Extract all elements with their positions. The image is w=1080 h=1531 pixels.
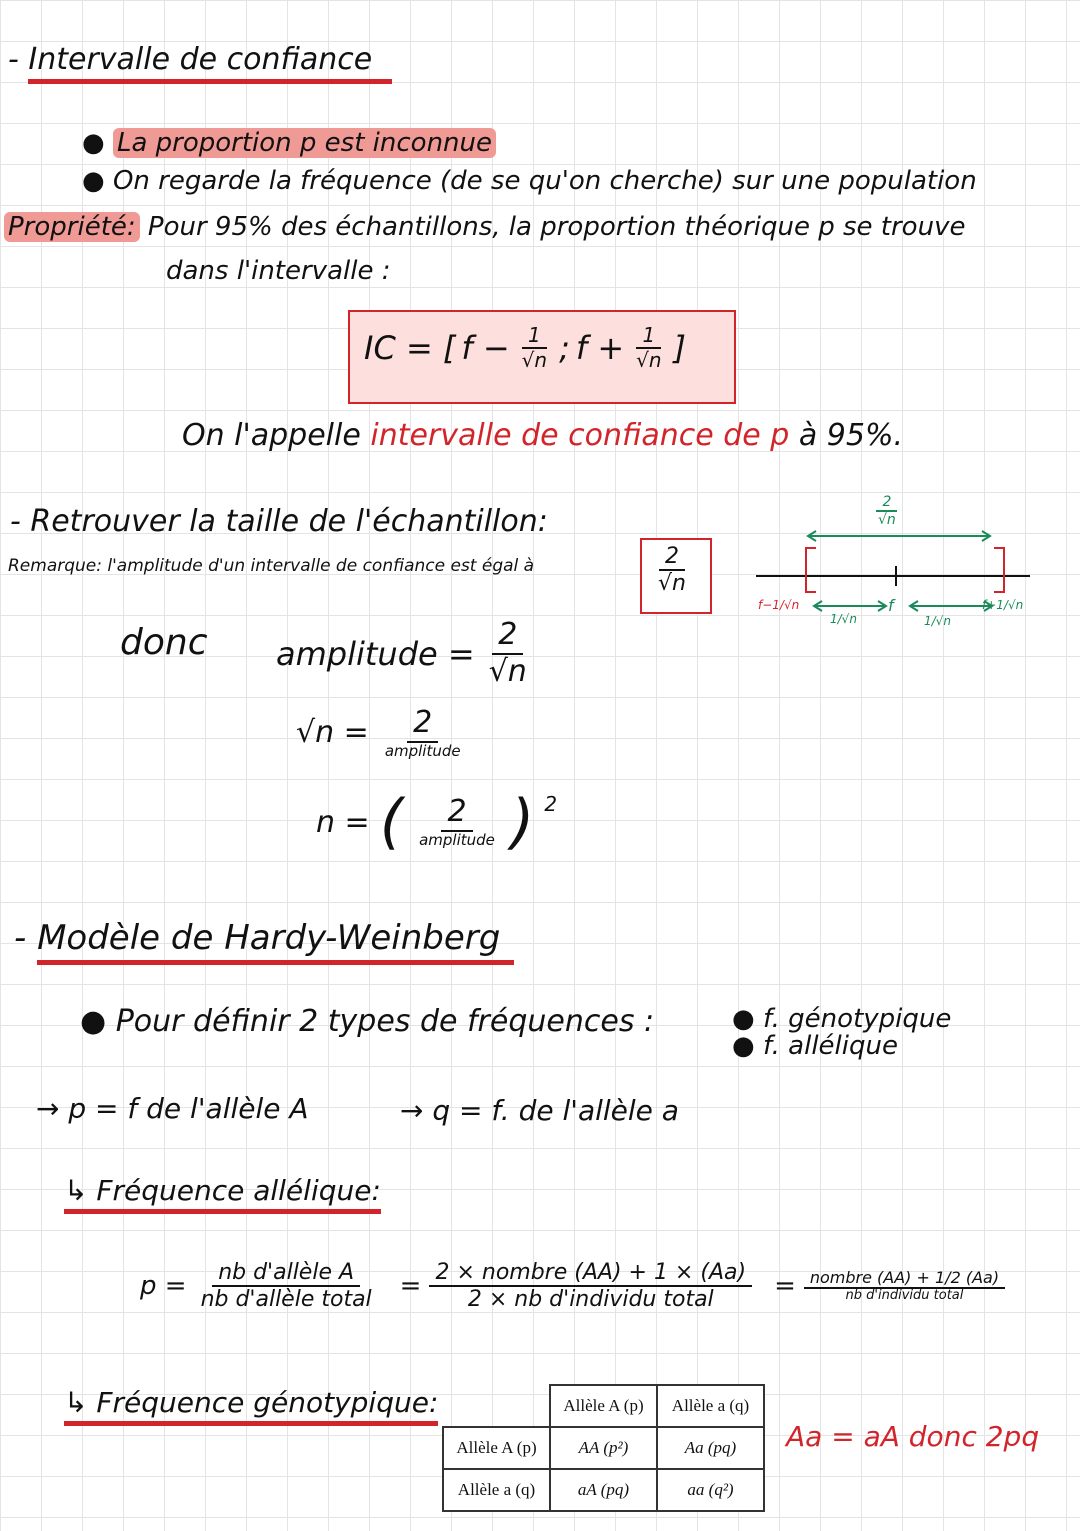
naming-suffix: à 95%.: [798, 418, 903, 453]
p-den: nb d'allèle total: [200, 1287, 372, 1313]
type-allelic: ● f. allélique: [732, 1031, 898, 1062]
naming-prefix: On l'appelle: [182, 418, 361, 453]
eq2-num: 2: [407, 706, 438, 743]
p-eq: p =: [140, 1271, 187, 1302]
eq1-den: √n: [488, 653, 527, 689]
remark-num: 2: [659, 544, 685, 571]
right-bracket: [994, 548, 1004, 592]
formula-sep: ;: [559, 329, 570, 367]
naming-red: intervalle de confiance de p: [370, 418, 790, 453]
cell-aA: aA (pq): [550, 1469, 657, 1511]
diagram-mid-left: 1/√n: [830, 612, 857, 626]
p3-num: nombre (AA) + 1/2 (Aa): [804, 1269, 1005, 1289]
bullet-dot: ●: [80, 1004, 116, 1039]
eq1-lhs: amplitude =: [276, 634, 475, 673]
table-header-row: [443, 1385, 764, 1427]
eq1-num: 2: [492, 618, 523, 655]
allelic-title-wrap: [64, 1174, 381, 1207]
diagram-right-label: f+1/√n: [982, 598, 1024, 612]
bullet-proportion: [82, 128, 496, 158]
diagram-top-label: $\frac{2}{√n}$: [878, 494, 896, 529]
remark-line: [8, 556, 534, 576]
punnett-table: [442, 1384, 765, 1512]
section3-title-wrap: - Modèle de Hardy-Weinberg: [14, 918, 514, 958]
p-definition: → p = f de l'allèle A: [36, 1092, 309, 1125]
row-header-a: Allèle a (q): [443, 1469, 550, 1511]
allelic-formula: [140, 1260, 1005, 1313]
diagram-left-label: f−1/√n: [758, 598, 800, 612]
table-row: [443, 1469, 764, 1511]
cell-AA: AA (p²): [550, 1427, 657, 1469]
section1-title-wrap: - Intervalle de confiance: [8, 42, 392, 77]
eq2-den: amplitude: [384, 741, 461, 760]
formula-f1: f −: [461, 329, 510, 367]
cell-aa: aa (q²): [657, 1469, 764, 1511]
remark-label: Remarque:: [8, 556, 102, 576]
property-text: Pour 95% des échantillons, la proportion théorique p se trouve: [147, 212, 966, 242]
type-genotypic: ● f. génotypique: [732, 1004, 952, 1034]
eq3-num: 2: [441, 795, 472, 832]
hw-bullet-text: Pour définir 2 types de fréquences :: [115, 1004, 655, 1039]
remark-den: √n: [658, 571, 686, 597]
col-header-a: Allèle a (q): [657, 1385, 764, 1427]
genotypic-title-wrap: [64, 1386, 438, 1419]
bullet-frequence-text: On regarde la fréquence (de se qu'on cherche) sur une population: [112, 166, 977, 196]
eq2-lhs: √n =: [296, 715, 369, 751]
bullet-dot: ●: [82, 128, 113, 158]
diagram-mid-right: 1/√n: [924, 614, 951, 628]
bullet-proportion-text: La proportion p est inconnue: [113, 128, 496, 158]
formula-lhs: IC = [: [364, 329, 456, 367]
eq1: [276, 618, 533, 689]
eq2: [296, 706, 467, 760]
eq-sign-1: =: [399, 1271, 422, 1302]
diagram-center-label: f: [888, 596, 894, 615]
row-header-A: Allèle A (p): [443, 1427, 550, 1469]
eq3: n = ( $\frac{2}{\text{amplitude}}$ ) $^2$: [316, 787, 558, 857]
allelic-title: ↳ Fréquence allélique:: [64, 1174, 381, 1214]
cell-Aa: Aa (pq): [657, 1427, 764, 1469]
hw-note: Aa = aA donc 2pq: [786, 1420, 1040, 1453]
property-line: [4, 212, 965, 242]
formula-frac-1: $\frac{1}{√n}$: [521, 323, 548, 372]
section2-title-wrap: - Retrouver la taille de l'échantillon:: [10, 504, 548, 539]
genotypic-title: ↳ Fréquence génotypique:: [64, 1386, 438, 1426]
left-bracket: [806, 548, 816, 592]
types-list: [732, 1006, 951, 1061]
formula-rhs: ]: [673, 329, 687, 367]
remark-text: l'amplitude d'un intervalle de confiance est égal à: [107, 556, 535, 576]
table-row: [443, 1427, 764, 1469]
p-num: nb d'allèle A: [212, 1260, 360, 1287]
eq3-den: amplitude: [419, 830, 495, 849]
p2-den: 2 × nb d'individu total: [467, 1287, 714, 1313]
formula-box: [348, 310, 736, 404]
bullet-dot: ●: [82, 166, 113, 196]
formula-frac-2: $\frac{1}{√n}$: [636, 323, 662, 372]
donc-label: donc: [120, 622, 208, 663]
naming-line: [182, 418, 903, 453]
hw-bullet: [80, 1004, 654, 1039]
eq-sign-2: =: [774, 1271, 796, 1302]
p3-den: nb d'individu total: [845, 1288, 964, 1304]
col-header-A: Allèle A (p): [550, 1385, 657, 1427]
eq3-lhs: n =: [316, 804, 370, 840]
property-text-2: dans l'intervalle :: [166, 256, 391, 286]
section1-title: Intervalle de confiance: [28, 42, 392, 84]
bullet-frequence: [82, 166, 977, 196]
remark-frac-box: [640, 538, 712, 614]
eq3-exp: 2: [544, 792, 558, 816]
p2-num: 2 × nombre (AA) + 1 × (Aa): [429, 1260, 752, 1287]
section2-title: Retrouver la taille de l'échantillon:: [30, 504, 548, 539]
section3-title: Modèle de Hardy-Weinberg: [37, 918, 514, 965]
property-label: Propriété:: [4, 212, 140, 242]
table-corner: [443, 1385, 550, 1427]
q-definition: → q = f. de l'allèle a: [400, 1094, 679, 1127]
formula-f2: f +: [575, 329, 625, 367]
